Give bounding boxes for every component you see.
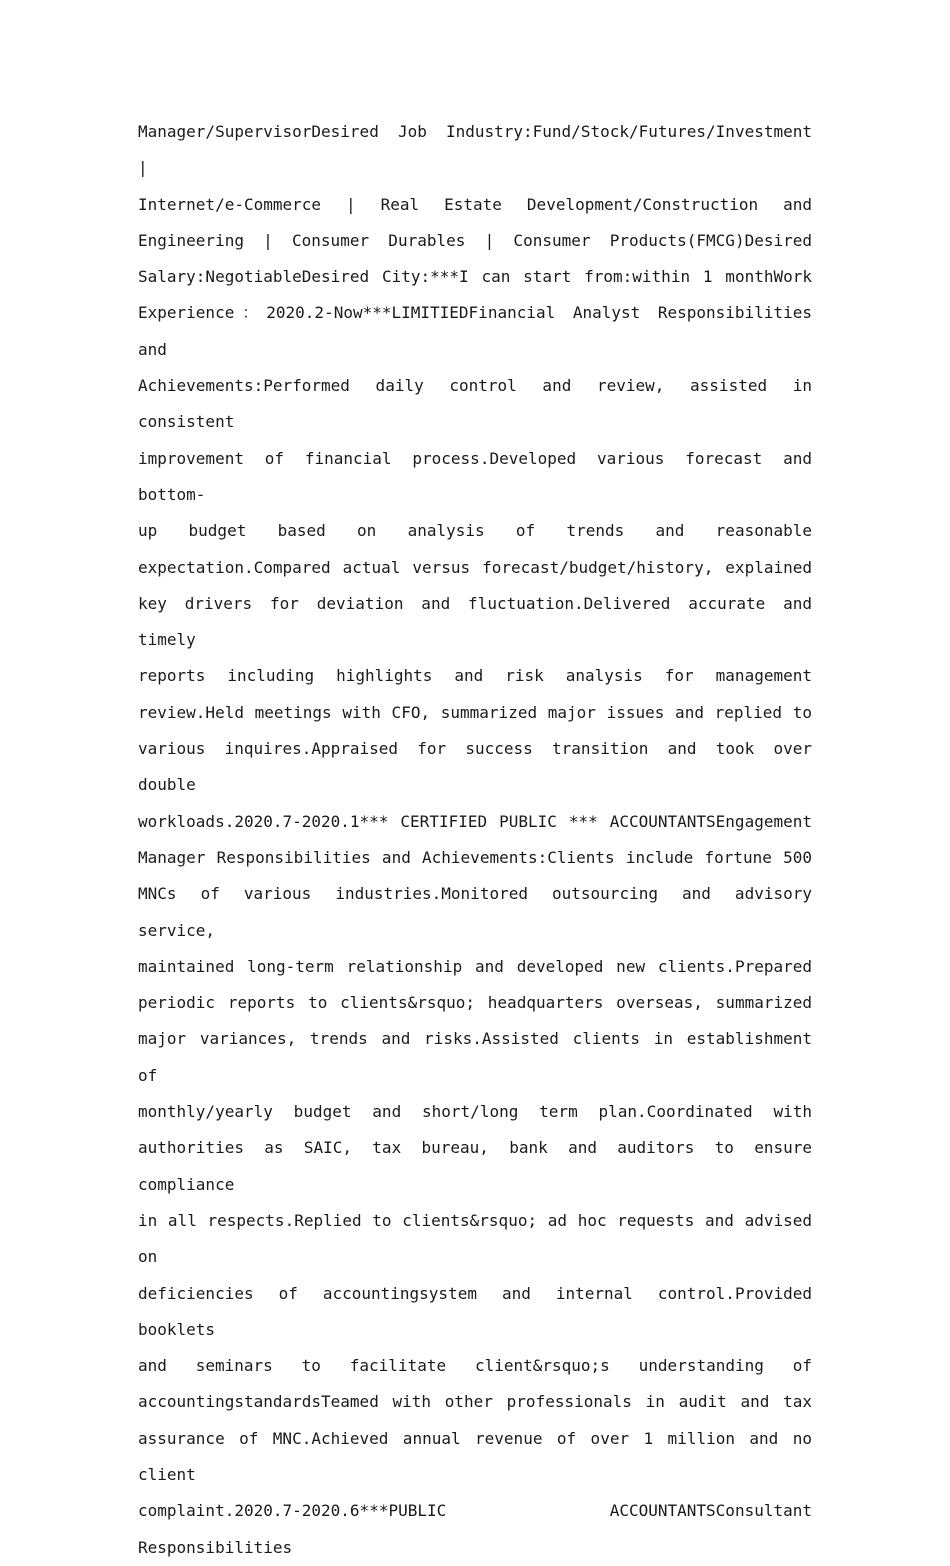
text-line: improvement of financial process.Developed various forecast and bottom- <box>138 448 812 504</box>
text-line: Salary:NegotiableDesired City:***I can start from:within 1 monthWork <box>138 267 812 287</box>
text-line: monthly/yearly budget and short/long term plan.Coordinated with <box>138 1102 812 1122</box>
text-line: major variances, trends and risks.Assisted clients in establishment of <box>138 1029 812 1085</box>
text-line: accountingstandardsTeamed with other professionals in audit and tax <box>138 1392 812 1412</box>
text-line: Engineering | Consumer Durables | Consumer Products(FMCG)Desired <box>138 230 812 250</box>
text-line: complaint.2020.7-2020.6***PUBLIC ACCOUNTANTSConsultant Responsibilities <box>138 1501 812 1557</box>
resume-body-text <box>138 114 812 1566</box>
text-line: review.Held meetings with CFO, summarized major issues and replied to <box>138 702 812 722</box>
text-line: and seminars to facilitate client&rsquo;s understanding of <box>138 1356 812 1376</box>
text-line: Internet/e-Commerce | Real Estate Development/Construction and <box>138 194 812 214</box>
text-line: key drivers for deviation and fluctuation.Delivered accurate and timely <box>138 593 812 650</box>
text-line: reports including highlights and risk analysis for management <box>138 666 812 686</box>
text-line: Manager/SupervisorDesired Job Industry:Fund/Stock/Futures/Investment | <box>138 122 812 178</box>
text-line: assurance of MNC.Achieved annual revenue of over 1 million and no client <box>138 1428 812 1484</box>
text-line: Achievements:Performed daily control and review, assisted in consistent <box>138 376 812 432</box>
text-line: deficiencies of accountingsystem and internal control.Provided booklets <box>138 1283 812 1339</box>
text-line: periodic reports to clients&rsquo; headquarters overseas, summarized <box>138 993 812 1013</box>
text-line: workloads.2020.7-2020.1*** CERTIFIED PUBLIC *** ACCOUNTANTSEngagement <box>138 811 812 831</box>
text-line: maintained long-term relationship and developed new clients.Prepared <box>138 956 812 976</box>
text-line: in all respects.Replied to clients&rsquo; ad hoc requests and advised on <box>138 1210 812 1267</box>
text-line: MNCs of various industries.Monitored outsourcing and advisory service, <box>138 884 812 940</box>
text-line: authorities as SAIC, tax bureau, bank and auditors to ensure compliance <box>138 1138 812 1194</box>
text-line: Manager Responsibilities and Achievements:Clients include fortune 500 <box>138 847 812 867</box>
text-line: expectation.Compared actual versus forecast/budget/history, explained <box>138 557 812 577</box>
text-line: Experience：2020.2-Now***LIMITIEDFinancial Analyst Responsibilities and <box>138 303 812 359</box>
text-line: up budget based on analysis of trends and reasonable <box>138 521 812 541</box>
text-line: various inquires.Appraised for success transition and took over double <box>138 739 812 795</box>
